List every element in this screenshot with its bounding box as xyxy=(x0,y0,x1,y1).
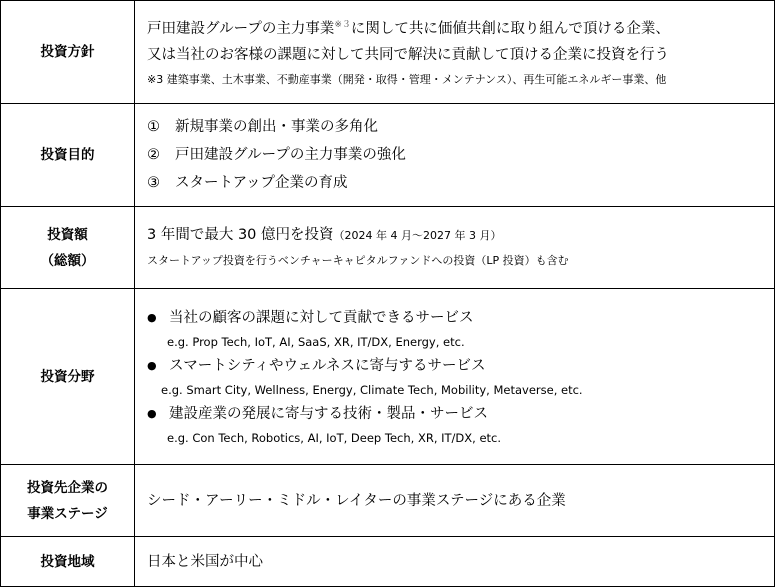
amount-main: 3 年間で最大 30 億円を投資 xyxy=(147,226,334,243)
header-policy: 投資方針 xyxy=(1,1,135,104)
header-purpose: 投資目的 xyxy=(1,104,135,207)
purpose-item xyxy=(147,169,774,197)
field-item xyxy=(147,401,774,427)
bullet-icon: ● xyxy=(147,358,157,372)
field-item xyxy=(147,305,774,331)
bullet-icon: ● xyxy=(147,310,157,324)
header-amount xyxy=(1,207,135,289)
amount-period: （2024 年 4 月～2027 年 3 月） xyxy=(333,228,502,242)
purpose-text: 戸田建設グループの主力事業の強化 xyxy=(175,147,406,163)
purpose-text: スタートアップ企業の育成 xyxy=(175,175,348,191)
row-purpose xyxy=(1,104,775,207)
policy-line-1 xyxy=(147,12,774,42)
amount-main-line xyxy=(147,222,774,248)
row-region xyxy=(1,537,775,587)
header-fields: 投資分野 xyxy=(1,289,135,465)
purpose-item xyxy=(147,113,774,141)
content-stage xyxy=(135,465,775,537)
field-examples: e.g. Con Tech, Robotics, AI, IoT, Deep Tech, XR, IT/DX, etc. xyxy=(167,430,502,445)
content-policy xyxy=(135,1,775,104)
header-region: 投資地域 xyxy=(1,537,135,587)
header-stage-line-2: 事業ステージ xyxy=(27,505,108,522)
header-amount-line-1: 投資額 xyxy=(47,226,88,243)
stage-text: シード・アーリー・ミドル・レイターの事業ステージにある企業 xyxy=(147,492,566,509)
content-fields xyxy=(135,289,775,465)
purpose-text: 新規事業の創出・事業の多角化 xyxy=(175,119,378,135)
field-title: 当社の顧客の課題に対して貢献できるサービス xyxy=(169,309,474,326)
row-amount xyxy=(1,207,775,289)
header-amount-line-2: （総額） xyxy=(40,252,95,269)
policy-line-1-main: 戸田建設グループの主力事業 xyxy=(147,21,335,37)
region-text: 日本と米国が中心 xyxy=(147,553,263,570)
policy-line-1-rest: に関して共に価値共創に取り組んで頂ける企業、 xyxy=(350,21,670,37)
content-amount xyxy=(135,207,775,289)
row-policy xyxy=(1,1,775,104)
header-stage xyxy=(1,465,135,537)
policy-note: ※3 建築事業、土木事業、不動産事業（開発・取得・管理・メンテナンス）、再生可能エネルギー事業、他 xyxy=(147,73,667,86)
row-stage xyxy=(1,465,775,537)
header-stage-line-1: 投資先企業の xyxy=(27,479,108,496)
purpose-item xyxy=(147,141,774,169)
purpose-number: ① xyxy=(147,119,160,135)
content-region xyxy=(135,537,775,587)
field-examples: e.g. Prop Tech, IoT, AI, SaaS, XR, IT/DX, Energy, etc. xyxy=(167,334,465,349)
field-title: スマートシティやウェルネスに寄与するサービス xyxy=(169,357,486,374)
field-item xyxy=(147,353,774,379)
amount-sub: スタートアップ投資を行うベンチャーキャピタルファンドへの投資（LP 投資）も含む xyxy=(147,253,569,267)
row-fields xyxy=(1,289,775,465)
policy-line-2: 又は当社のお客様の課題に対して共同で解決に貢献して頂ける企業に投資を行う xyxy=(147,47,669,63)
bullet-icon: ● xyxy=(147,406,157,420)
purpose-number: ③ xyxy=(147,175,160,191)
content-purpose xyxy=(135,104,775,207)
field-title: 建設産業の発展に寄与する技術・製品・サービス xyxy=(169,405,488,422)
policy-footnote-mark: ※３ xyxy=(334,20,351,30)
purpose-number: ② xyxy=(147,147,160,163)
field-examples: e.g. Smart City, Wellness, Energy, Climate Tech, Mobility, Metaverse, etc. xyxy=(161,382,583,397)
